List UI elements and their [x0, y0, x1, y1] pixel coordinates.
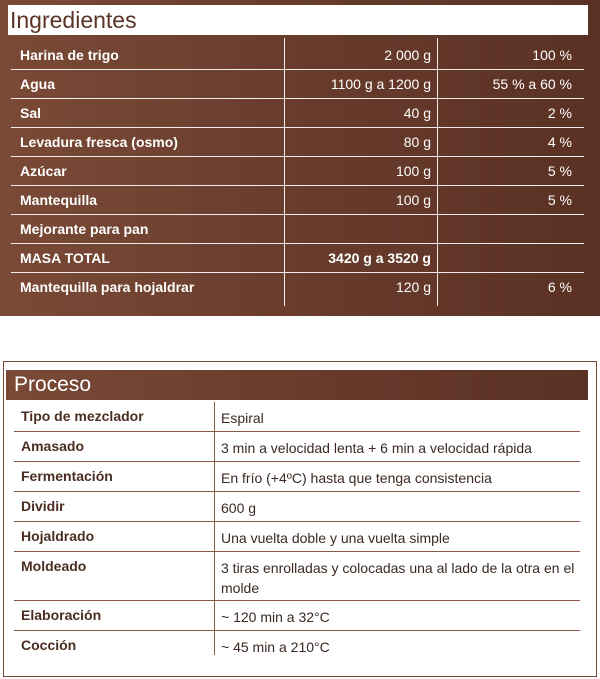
- process-value: ~ 45 min a 210°C: [221, 639, 330, 655]
- process-value: ~ 120 min a 32°C: [221, 609, 330, 625]
- ingredient-pct: 4 %: [547, 134, 572, 150]
- process-label: Elaboración: [21, 607, 102, 623]
- ingredient-name: Mejorante para pan: [20, 221, 149, 237]
- process-label: Tipo de mezclador: [21, 408, 144, 424]
- ingredient-qty: 2 000 g: [384, 47, 431, 63]
- process-label: Hojaldrado: [21, 528, 95, 544]
- process-value: Una vuelta doble y una vuelta simple: [221, 530, 450, 546]
- process-row: [14, 522, 580, 552]
- ingredient-qty: 100 g: [395, 192, 431, 208]
- ingredient-name: Mantequilla para hojaldrar: [20, 279, 195, 295]
- proceso-header: [6, 370, 588, 400]
- process-value: Espiral: [221, 410, 264, 426]
- ingredient-qty: 1100 g a 1200 g: [330, 76, 431, 92]
- ingredient-pct: 6 %: [547, 279, 572, 295]
- process-row: [14, 601, 580, 631]
- proceso-title: Proceso: [14, 373, 92, 396]
- ingredient-row: [11, 273, 584, 301]
- process-row: [14, 402, 580, 432]
- ingredient-name: Azúcar: [20, 163, 67, 179]
- ingredient-qty: 100 g: [395, 163, 431, 179]
- ingredient-pct: 5 %: [547, 192, 572, 208]
- process-row: [14, 432, 580, 462]
- ingredient-row-total: [11, 244, 584, 273]
- ingredient-row: [11, 70, 584, 99]
- ingredient-row: [11, 128, 584, 157]
- process-value: 600 g: [221, 500, 257, 516]
- ingredient-row: [11, 157, 584, 186]
- ingredient-qty: 40 g: [403, 105, 431, 121]
- process-value: 3 tiras enrolladas y colocadas una al lado de la otra en el molde: [221, 560, 575, 596]
- ingredient-name: Mantequilla: [20, 192, 98, 208]
- ingredient-pct: 5 %: [547, 163, 572, 179]
- ingredient-row: [11, 99, 584, 128]
- ingredient-row: [11, 215, 584, 244]
- process-value: 3 min a velocidad lenta + 6 min a velocidad rápida: [221, 440, 532, 456]
- ingredient-pct: 100 %: [532, 47, 572, 63]
- ingredient-qty: 120 g: [395, 279, 431, 295]
- process-row: [14, 552, 580, 601]
- ingredient-name: MASA TOTAL: [20, 250, 110, 266]
- ingredient-name: Sal: [20, 105, 42, 121]
- process-label: Moldeado: [21, 558, 87, 574]
- proceso-panel: [3, 361, 597, 677]
- ingredient-qty: 80 g: [403, 134, 431, 150]
- process-label: Dividir: [21, 498, 65, 514]
- ingredientes-panel: [0, 0, 600, 316]
- process-label: Fermentación: [21, 468, 113, 484]
- ingredient-row: [11, 186, 584, 215]
- process-label: Cocción: [21, 637, 77, 653]
- ingredient-name: Agua: [20, 76, 55, 92]
- process-value: En frío (+4ºC) hasta que tenga consistencia: [221, 470, 492, 486]
- process-label: Amasado: [21, 438, 85, 454]
- process-row: [14, 462, 580, 492]
- ingredient-pct: 55 % a 60 %: [492, 76, 572, 92]
- ingredient-name: Harina de trigo: [20, 47, 119, 63]
- ingredient-pct: 2 %: [547, 105, 572, 121]
- ingredient-row: [11, 41, 584, 70]
- process-row: [14, 492, 580, 522]
- ingredient-qty: 3420 g a 3520 g: [328, 250, 431, 266]
- process-row: [14, 631, 580, 655]
- ingredientes-title: Ingredientes: [10, 7, 137, 33]
- ingredient-name: Levadura fresca (osmo): [20, 134, 178, 150]
- ingredientes-header: [8, 5, 588, 35]
